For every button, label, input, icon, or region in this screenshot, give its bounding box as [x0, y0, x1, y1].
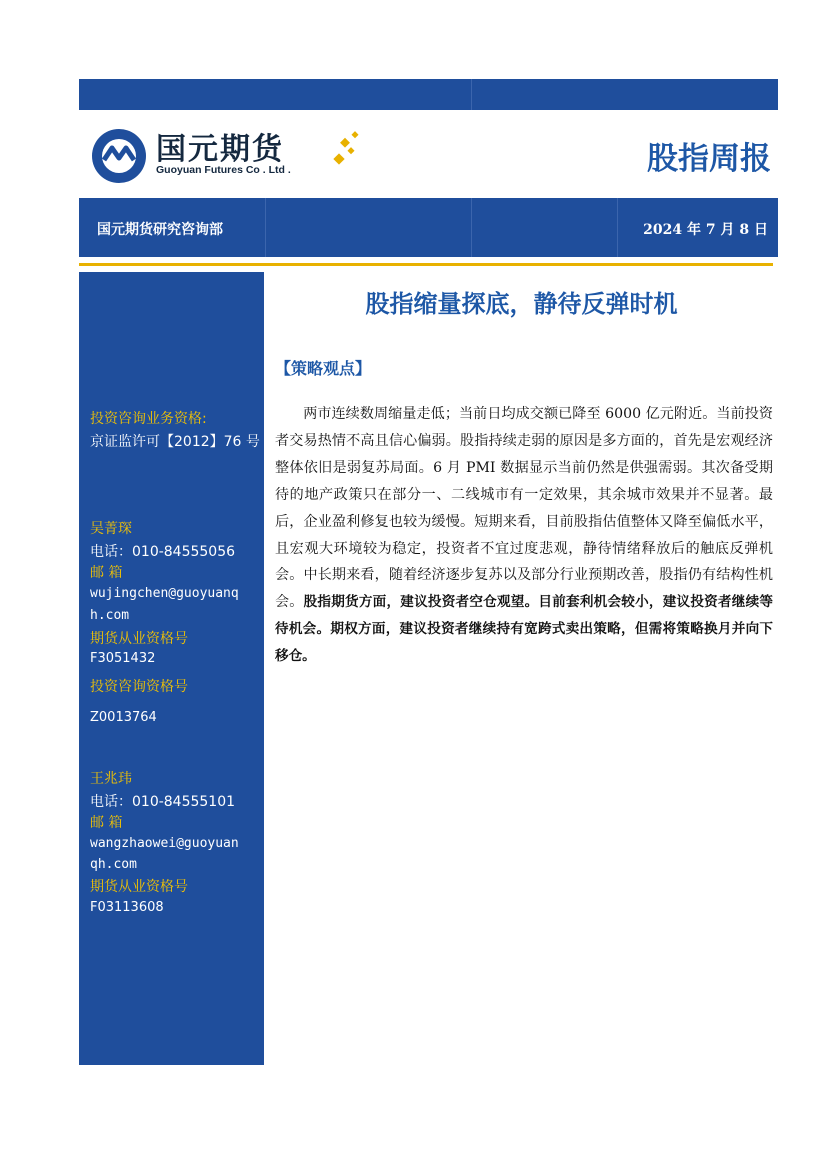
email-label: 邮 箱	[90, 815, 123, 831]
company-logo	[90, 122, 390, 188]
section-title: 【策略观点】	[275, 359, 372, 378]
analyst-email-line: h.com	[90, 608, 130, 623]
paragraph-bold-recommendation: 股指期货方面，建议投资者空仓观望。目前套利机会较小，建议投资者继续等待机会。期权方面，建议投资者继续持有宽跨式卖出策略，但需将策略换月并向下移仓。	[275, 594, 773, 665]
header-top-band	[79, 79, 778, 110]
band-divider	[471, 198, 472, 257]
qualification-value: 京证监许可【2012】76 号	[90, 434, 260, 450]
invest-license-number: Z0013764	[90, 710, 157, 725]
analyst-phone: 电话：010-84555056	[90, 544, 236, 560]
department-name: 国元期货研究咨询部	[97, 222, 223, 238]
futures-license-label: 期货从业资格号	[90, 631, 188, 647]
invest-license-label: 投资咨询资格号	[90, 679, 188, 695]
logo-company-name: 国元期货	[156, 132, 284, 167]
futures-license-label: 期货从业资格号	[90, 879, 188, 895]
logo-company-english: Guoyuan Futures Co . Ltd .	[156, 164, 291, 176]
gold-divider-line	[79, 263, 773, 266]
info-band	[79, 198, 778, 257]
analyst-name: 吴菁琛	[90, 521, 132, 537]
analyst-email-line: wangzhaowei@guoyuan	[90, 836, 239, 851]
band-divider	[471, 79, 472, 110]
analyst-name: 王兆玮	[90, 771, 132, 787]
strategy-paragraph	[275, 401, 773, 670]
band-divider	[265, 198, 266, 257]
report-date: 2024 年 7 月 8 日	[643, 222, 768, 238]
band-divider	[617, 198, 618, 257]
qualification-label: 投资咨询业务资格:	[90, 411, 207, 427]
report-type-title: 股指周报	[647, 141, 771, 177]
analyst-email-line: wujingchen@guoyuanq	[90, 586, 239, 601]
analyst-sidebar	[79, 272, 264, 1065]
futures-license-number: F03113608	[90, 900, 164, 915]
email-label: 邮 箱	[90, 565, 123, 581]
analyst-email-line: qh.com	[90, 857, 137, 872]
paragraph-normal-text: 两市连续数周缩量走低；当前日均成交额已降至 6000 亿元附近。当前投资者交易热情不高且信心偏弱。股指持续走弱的原因是多方面的，首先是宏观经济整体依旧是弱复苏局面。6 月 PMI 数据显示当前仍然是供强需弱。其次备受期待的地产政策只在部分一、二线城市有一定效果，其余城市效果并不显著。最后，企业盈利修复也较为缓慢。短期来看，目前股指估值整体又降至偏低水平，且宏观大环境较为稳定，投资者不宜过度悲观，静待情绪释放后的触底反弹机会。中长期来看，随着经济逐步复苏以及部分行业预期改善，股指仍有结构性机会。	[275, 406, 773, 611]
futures-license-number: F3051432	[90, 651, 156, 666]
report-headline: 股指缩量探底，静待反弹时机	[365, 290, 678, 318]
analyst-phone: 电话：010-84555101	[90, 794, 236, 810]
